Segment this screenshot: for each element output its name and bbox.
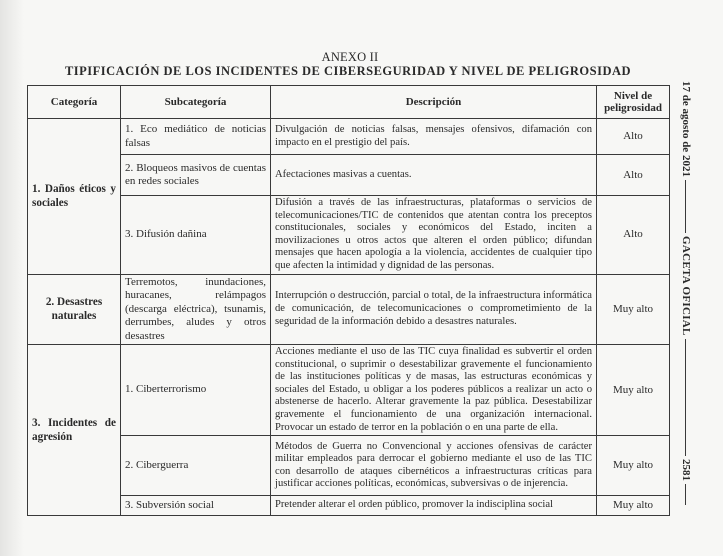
table-row bbox=[28, 345, 670, 436]
margin-publication-name: GACETA OFICIAL bbox=[680, 233, 692, 339]
subcategory-cell: Terremotos, inundaciones, huracanes, relámpagos (descarga eléctrica), tsunamis, derrumbes, aludes y otros desastres bbox=[121, 274, 271, 345]
table-row bbox=[28, 155, 670, 196]
subcategory-cell: 2. Bloqueos masivos de cuentas en redes sociales bbox=[121, 155, 271, 196]
table-row bbox=[28, 496, 670, 516]
danger-level-cell: Muy alto bbox=[597, 274, 670, 345]
subcategory-cell: 2. Ciberguerra bbox=[121, 436, 271, 496]
category-cell: 3. Incidentes de agresión bbox=[28, 345, 121, 516]
danger-level-cell: Alto bbox=[597, 155, 670, 196]
danger-level-cell: Muy alto bbox=[597, 345, 670, 436]
margin-date: 17 de agosto de 2021 bbox=[680, 78, 692, 180]
description-cell: Pretender alterar el orden público, promover la indisciplina social bbox=[271, 496, 597, 516]
column-header-danger-level: Nivel de peligrosidad bbox=[597, 86, 670, 119]
description-cell: Acciones mediante el uso de las TIC cuya finalidad es subvertir el orden constitucional, o suprimir o desestabilizar gravemente el funcionamiento de las instituciones políticas y de masas, las estructuras económicas y sociales del Estado, u obligar a los poderes públicos a realizar un acto o abstenerse de hacerlo. Alterar gravemente la paz pública. Desestabilizar gravemente el funcionamiento de una organización internacional. Provocar un estado de terror en la población o en una parte de ella. bbox=[271, 345, 597, 436]
table-row bbox=[28, 119, 670, 155]
page-edge-shadow bbox=[0, 0, 24, 556]
subcategory-cell: 3. Subversión social bbox=[121, 496, 271, 516]
column-header-category: Categoría bbox=[28, 86, 121, 119]
description-cell: Métodos de Guerra no Convencional y acciones ofensivas de carácter militar empleados para derrocar el gobierno mediante el uso de las TIC con desarrollo de ataques cibernéticos a infraestructuras críticas para justificar acciones políticas, económicas, subversivas o de injerencia. bbox=[271, 436, 597, 496]
table-row bbox=[28, 196, 670, 275]
column-header-description: Descripción bbox=[271, 86, 597, 119]
category-cell: 2. Desastres naturales bbox=[28, 274, 121, 345]
incident-classification-table bbox=[27, 85, 670, 516]
table-row bbox=[28, 274, 670, 345]
danger-level-cell: Muy alto bbox=[597, 436, 670, 496]
margin-page-number: 2581 bbox=[680, 456, 692, 484]
danger-level-cell: Alto bbox=[597, 196, 670, 275]
column-header-subcategory: Subcategoría bbox=[121, 86, 271, 119]
subcategory-cell: 1. Eco mediático de noticias falsas bbox=[121, 119, 271, 155]
danger-level-cell: Alto bbox=[597, 119, 670, 155]
annex-label: ANEXO II bbox=[321, 50, 379, 64]
description-cell: Interrupción o destrucción, parcial o total, de la infraestructura informática de comunicación, de telecomunicaciones o comprometimiento de la seguridad de la información debido a desastres naturales. bbox=[271, 274, 597, 345]
table-row bbox=[28, 436, 670, 496]
table-header-row bbox=[28, 86, 670, 119]
danger-level-cell: Muy alto bbox=[597, 496, 670, 516]
description-cell: Divulgación de noticias falsas, mensajes ofensivos, difamación con impacto en el prestigio del país. bbox=[271, 119, 597, 155]
subcategory-cell: 1. Ciberterrorismo bbox=[121, 345, 271, 436]
description-cell: Afectaciones masivas a cuentas. bbox=[271, 155, 597, 196]
subcategory-cell: 3. Difusión dañina bbox=[121, 196, 271, 275]
category-cell: 1. Daños éticos y sociales bbox=[28, 119, 121, 275]
annex-title: TIPIFICACIÓN DE LOS INCIDENTES DE CIBERSEGURIDAD Y NIVEL DE PELIGROSIDAD bbox=[64, 64, 632, 78]
description-cell: Difusión a través de las infraestructuras, plataformas o servicios de telecomunicaciones/TIC de contenidos que atentan contra los preceptos constitucionales, sociales y económicos del Estado, inciten a movilizaciones u otros actos que alteren el orden público; difundan mensajes que hacen apología a la violencia, accidentes de cualquier tipo que afecten la intimidad y dignidad de las personas. bbox=[271, 196, 597, 275]
